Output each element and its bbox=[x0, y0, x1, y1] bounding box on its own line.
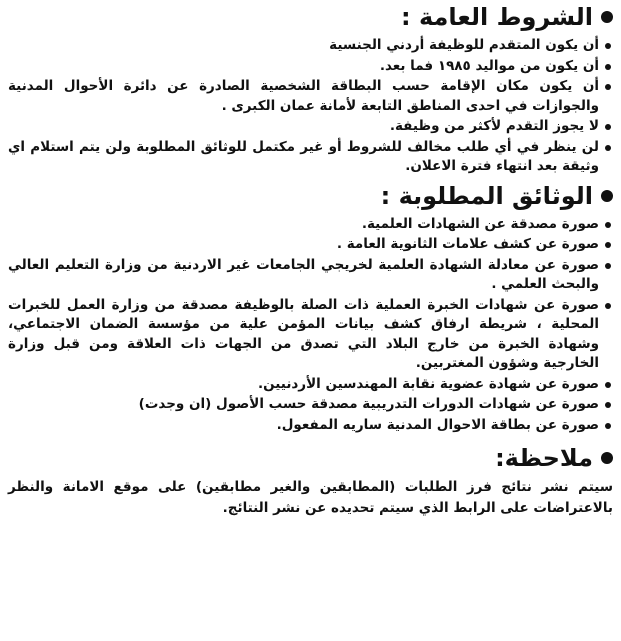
bullet-icon bbox=[601, 452, 613, 464]
bullet-icon bbox=[601, 11, 613, 23]
list-item: لا يجوز التقدم لأكثر من وظيفة. bbox=[8, 117, 613, 137]
general-conditions-heading bbox=[8, 2, 613, 32]
note-section bbox=[8, 443, 613, 519]
note-text: سيتم نشر نتائج فرز الطلبات (المطابقين والغير مطابقين) على موقع الامانة والنظر بالاعتراضات على الرابط الذي سيتم تحديده عن نشر النتائج. bbox=[8, 479, 613, 516]
required-documents-title: الوثائق المطلوبة : bbox=[380, 181, 593, 210]
bullet-icon bbox=[601, 190, 613, 202]
list-item: صورة عن شهادات الخبرة العملية ذات الصلة بالوظيفة مصدقة من وزارة العمل للخبرات المحلية ، شريطة ارفاق كشف بيانات المؤمن علية من مؤسسة الضمان الاجتماعي، وشهادة الخبرة من خارج البلاد التي تصدق من الجهات ذات العلاقة ومن قبل وزارة الخارجية وشؤون المغتربين. bbox=[8, 296, 613, 374]
general-conditions-section bbox=[8, 2, 613, 177]
required-documents-list bbox=[8, 215, 613, 436]
list-item: أن يكون من مواليد ١٩٨٥ فما بعد. bbox=[8, 57, 613, 77]
general-conditions-list bbox=[8, 36, 613, 177]
list-item: صورة عن كشف علامات الثانوية العامة . bbox=[8, 235, 613, 255]
note-heading bbox=[8, 443, 613, 473]
list-item: صورة عن شهادة عضوية نقابة المهندسين الأردنيين. bbox=[8, 375, 613, 395]
note-title: ملاحظة: bbox=[495, 444, 593, 472]
required-documents-heading bbox=[8, 181, 613, 211]
list-item: لن ينظر في أي طلب مخالف للشروط أو غير مكتمل للوثائق المطلوبة ولن يتم استلام اي وثيقة بعد انتهاء فترة الاعلان. bbox=[8, 138, 613, 177]
list-item: صورة عن شهادات الدورات التدريبية مصدقة حسب الأصول (ان وجدت) bbox=[8, 395, 613, 415]
list-item: صورة عن بطاقة الاحوال المدنية ساريه المفعول. bbox=[8, 416, 613, 436]
required-documents-section bbox=[8, 181, 613, 436]
list-item: أن يكون المتقدم للوظيفة أردني الجنسية bbox=[8, 36, 613, 56]
list-item: صورة مصدقة عن الشهادات العلمية. bbox=[8, 215, 613, 235]
list-item: أن يكون مكان الإقامة حسب البطاقة الشخصية الصادرة عن دائرة الأحوال المدنية والجوازات في احدى المناطق التابعة لأمانة عمان الكبرى . bbox=[8, 77, 613, 116]
general-conditions-title: الشروط العامة : bbox=[401, 3, 593, 31]
list-item: صورة عن معادلة الشهادة العلمية لخريجي الجامعات غير الاردنية من وزارة التعليم العالي والبحث العلمي . bbox=[8, 256, 613, 295]
